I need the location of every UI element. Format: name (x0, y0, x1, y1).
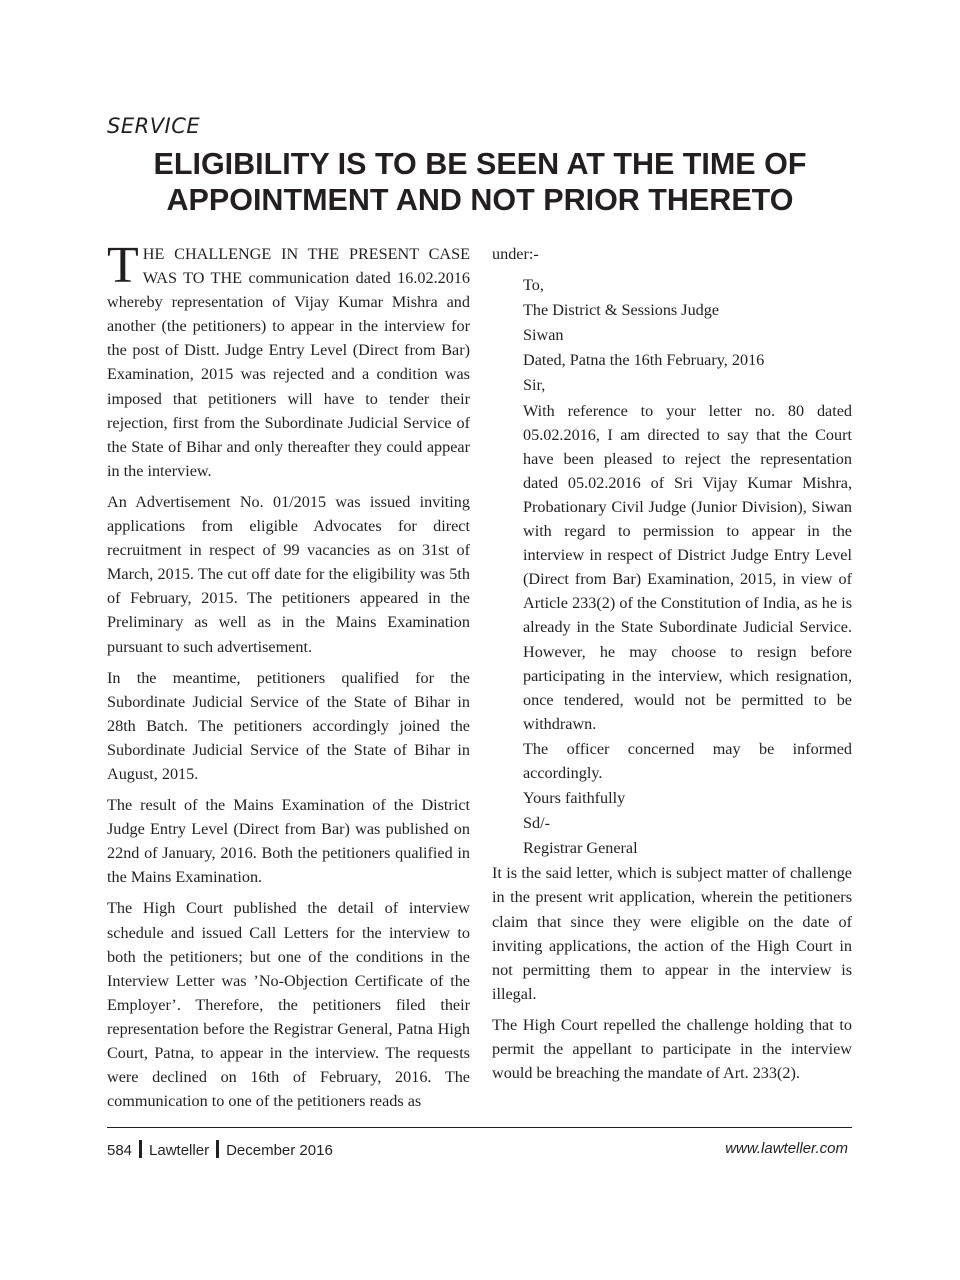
letter-signed: Sd/- (523, 814, 550, 833)
title-line-1: ELIGIBILITY IS TO BE SEEN AT THE TIME OF (153, 147, 807, 181)
quoted-letter (523, 273, 852, 860)
paragraph-2: An Advertisement No. 01/2015 was issued inviting applications from eligible Advocates for direct recruitment in respect of 99 vacancies as on 31st of March, 2015. The cut off date for the eligibility was 5th of February, 2015. The petitioners appeared in the Preliminary as well as in the Mains Examination pursuant to such advertisement. (107, 492, 470, 656)
letter-closing: Yours faithfully (523, 789, 626, 808)
letter-place: Siwan (523, 326, 564, 345)
dropcap: T (107, 237, 139, 294)
footer-separator (216, 1140, 219, 1158)
article-title (100, 146, 860, 218)
paragraph-after-letter-2: The High Court repelled the challenge holding that to permit the appellant to participate in the interview would be breaching the mandate of Art. 233(2). (492, 1015, 852, 1083)
letter-signatory: Registrar General (523, 839, 638, 858)
page-number: 584 (107, 1142, 133, 1159)
footer-separator (139, 1140, 142, 1158)
letter-date: Dated, Patna the 16th February, 2016 (523, 351, 765, 370)
publication-name: Lawteller (149, 1142, 210, 1159)
letter-addressee: The District & Sessions Judge (523, 301, 720, 320)
letter-to: To, (523, 276, 544, 295)
letter-body: With reference to your letter no. 80 dated 05.02.2016, I am directed to say that the Court have been pleased to reject the representation dated 05.02.2016 of Sri Vijay Kumar Mishra, Probationary Civil Judge (Junior Division), Siwan with regard to permission to appear in the interview in respect of District Judge Entry Level (Direct from Bar) Examination, 2015, in view of Article 233(2) of the Constitution of India, as he is already in the State Subordinate Judicial Service. However, he may choose to resign before participating in the interview, which resignation, once tendered, would not be permitted to be withdrawn. (523, 401, 852, 733)
paragraph-after-letter-1: It is the said letter, which is subject matter of challenge in the present writ application, wherein the petitioners claim that since they were eligible on the date of inviting applications, the action of the High Court in not permitting them to appear in the interview is illegal. (492, 864, 852, 1003)
website-link[interactable]: www.lawteller.com (725, 1140, 848, 1157)
letter-intro: under:- (492, 245, 539, 263)
paragraph-1-caps: HE CHALLENGE IN THE PRESENT CASE WAS TO THE (142, 245, 470, 288)
letter-body-2: The officer concerned may be informed accordingly. (523, 739, 852, 782)
letter-salutation: Sir, (523, 376, 546, 395)
paragraph-4: The result of the Mains Examination of the District Judge Entry Level (Direct from Bar) was published on 22nd of January, 2016. Both the petitioners qualified in the Mains Examination. (107, 796, 470, 887)
paragraph-5: The High Court published the detail of interview schedule and issued Call Letters for the interview to both the petitioners; but one of the conditions in the Interview Letter was ’No-Objection Certificate of the Employer’. Therefore, the petitioners filed their representation before the Registrar General, Patna High Court, Patna, to appear in the interview. The requests were declined on 16th of February, 2016. The communication to one of the petitioners reads as (107, 899, 470, 1111)
issue-date: December 2016 (226, 1142, 333, 1159)
left-column (107, 237, 470, 1120)
right-column (492, 242, 852, 1092)
section-label: SERVICE (107, 114, 201, 138)
title-line-2: APPOINTMENT AND NOT PRIOR THERETO (166, 183, 794, 217)
paragraph-1 (107, 237, 470, 483)
paragraph-3: In the meantime, petitioners qualified for the Subordinate Judicial Service of the State of Bihar in 28th Batch. The petitioners accordingly joined the Subordinate Judicial Service of the State of Bihar in August, 2015. (107, 668, 470, 783)
paragraph-1-rest: communication dated 16.02.2016 whereby representation of Vijay Kumar Mishra and another (the petitioners) to appear in the interview for the post of Distt. Judge Entry Level (Direct from Bar) Examination, 2015 was rejected and a condition was imposed that petitioners will have to tender their rejection, first from the Subordinate Judicial Service of the State of Bihar and only thereafter they could appear in the interview. (107, 269, 470, 480)
footer-rule (107, 1127, 852, 1128)
page-footer (107, 1140, 852, 1162)
